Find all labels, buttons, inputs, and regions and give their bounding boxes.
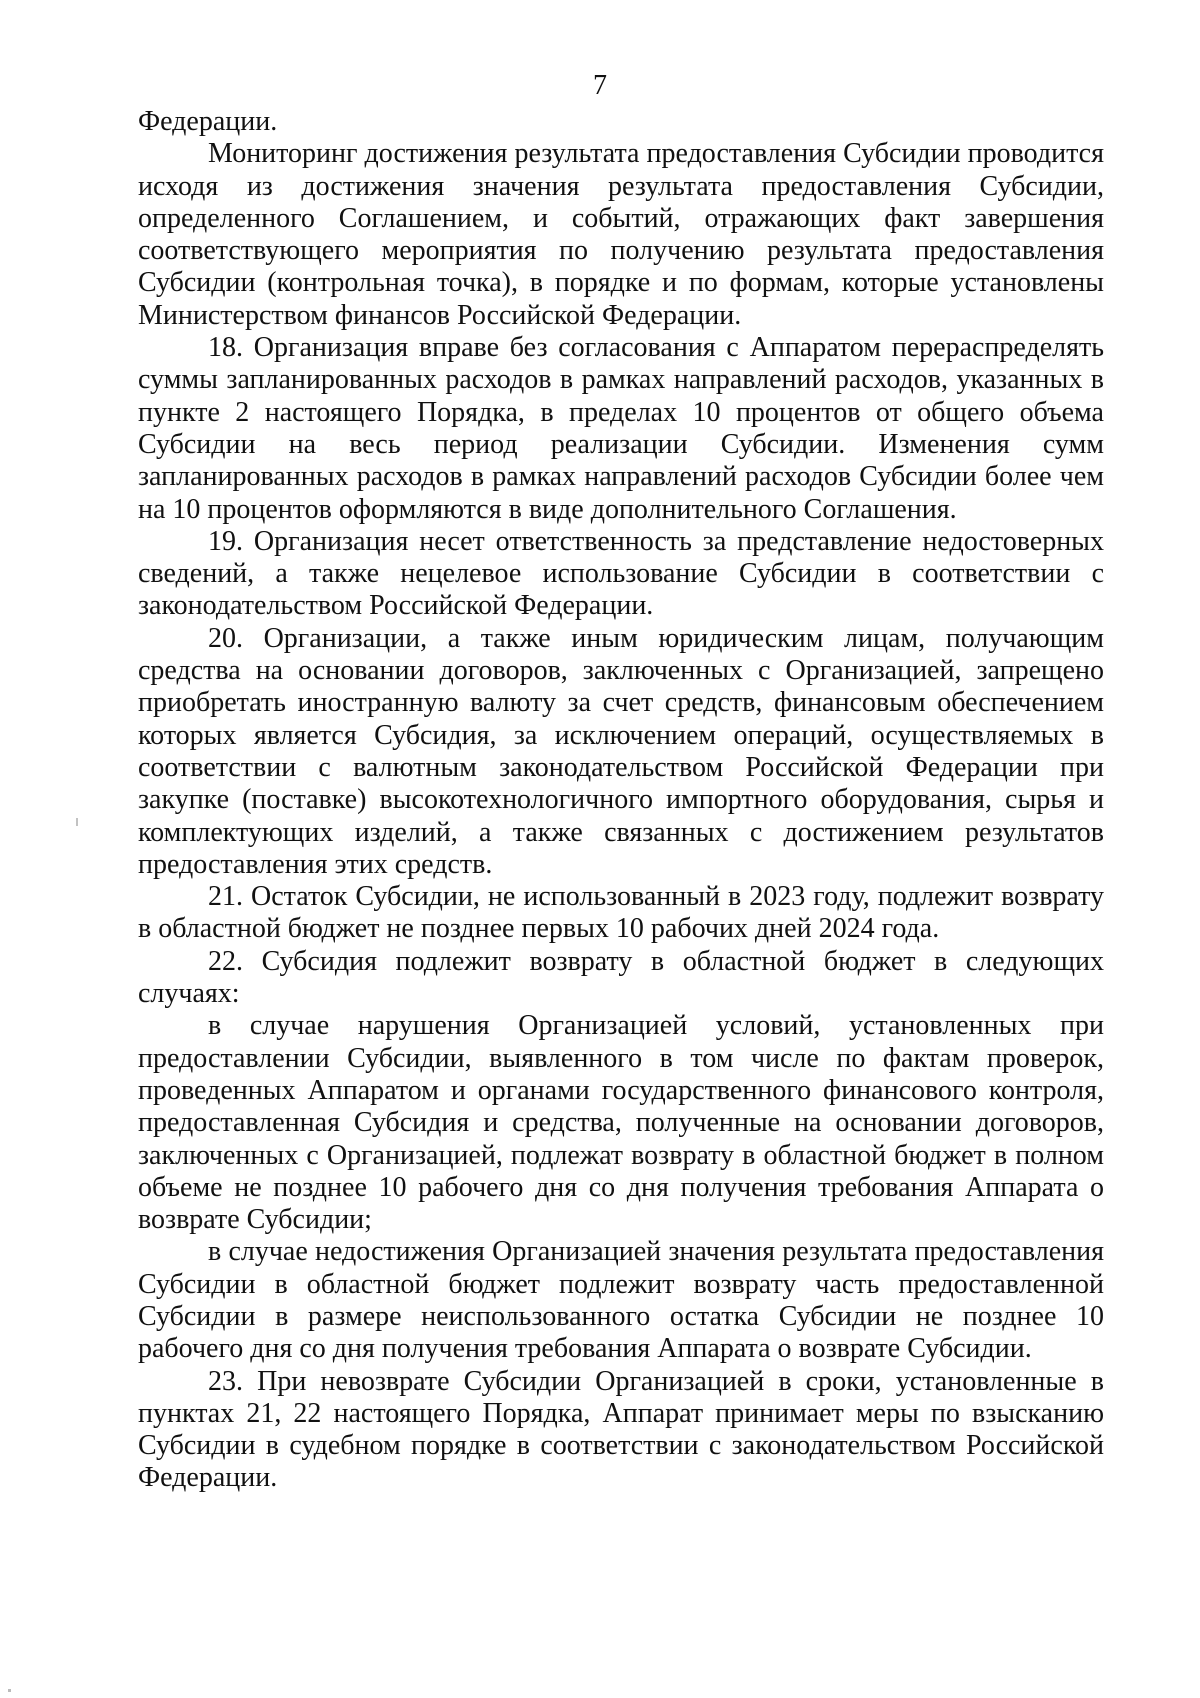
paragraph-clause-23: 23. При невозврате Субсидии Организацией в сроки, установленные в пунктах 21, 22 настоящего Порядка, Аппарат принимает меры по взысканию Субсидии в судебном порядке в соответствии с законодательством Российской Федерации.	[138, 1365, 1104, 1494]
paragraph-clause-22-case-violation: в случае нарушения Организацией условий, установленных при предоставлении Субсидии, выявленного в том числе по фактам проверок, проведенных Аппаратом и органами государственного финансового контроля, предоставленная Субсидия и средства, полученные на основании договоров, заключенных с Организацией, подлежат возврату в областной бюджет в полном объеме не позднее 10 рабочего дня со дня получения требования Аппарата о возврате Субсидии;	[138, 1010, 1104, 1236]
paragraph-continuation: Федерации.	[138, 106, 278, 137]
paragraph-clause-19: 19. Организация несет ответственность за представление недостоверных сведений, а также нецелевое использование Субсидии в соответствии с законодательством Российской Федерации.	[138, 525, 1104, 622]
paragraph-clause-20: 20. Организации, а также иным юридическим лицам, получающим средства на основании договоров, заключенных с Организацией, запрещено приобретать иностранную валюту за счет средств, финансовым обеспечением которых является Субсидия, за исключением операций, осуществляемых в соответствии с валютным законодательством Российской Федерации при закупке (поставке) высокотехнологичного импортного оборудования, сырья и комплектующих изделий, а также связанных с достижением результатов предоставления этих средств.	[138, 622, 1104, 880]
scan-corner-mark	[8, 1689, 11, 1692]
scan-edge-mark	[76, 818, 78, 826]
paragraph-clause-21: 21. Остаток Субсидии, не использованный в 2023 году, подлежит возврату в областной бюджет не позднее первых 10 рабочих дней 2024 года.	[138, 881, 1104, 945]
document-body	[138, 106, 1104, 1495]
paragraph-monitoring: Мониторинг достижения результата предоставления Субсидии проводится исходя из достижения значения результата предоставления Субсидии, определенного Соглашением, и событий, отражающих факт завершения соответствующего мероприятия по получению результата предоставления Субсидии (контрольная точка), в порядке и по формам, которые установлены Министерством финансов Российской Федерации.	[138, 138, 1104, 331]
page-number: 7	[593, 70, 607, 101]
paragraph-clause-22: 22. Субсидия подлежит возврату в областной бюджет в следующих случаях:	[138, 945, 1104, 1010]
paragraph-clause-18: 18. Организация вправе без согласования с Аппаратом перераспределять суммы запланированных расходов в рамках направлений расходов, указанных в пункте 2 настоящего Порядка, в пределах 10 процентов от общего объема Субсидии на весь период реализации Субсидии. Изменения сумм запланированных расходов в рамках направлений расходов Субсидии более чем на 10 процентов оформляются в виде дополнительного Соглашения.	[138, 332, 1104, 525]
paragraph-clause-22-case-nonachievement: в случае недостижения Организацией значения результата предоставления Субсидии в областной бюджет подлежит возврату часть предоставленной Субсидии в размере неиспользованного остатка Субсидии не позднее 10 рабочего дня со дня получения требования Аппарата о возврате Субсидии.	[138, 1236, 1104, 1365]
